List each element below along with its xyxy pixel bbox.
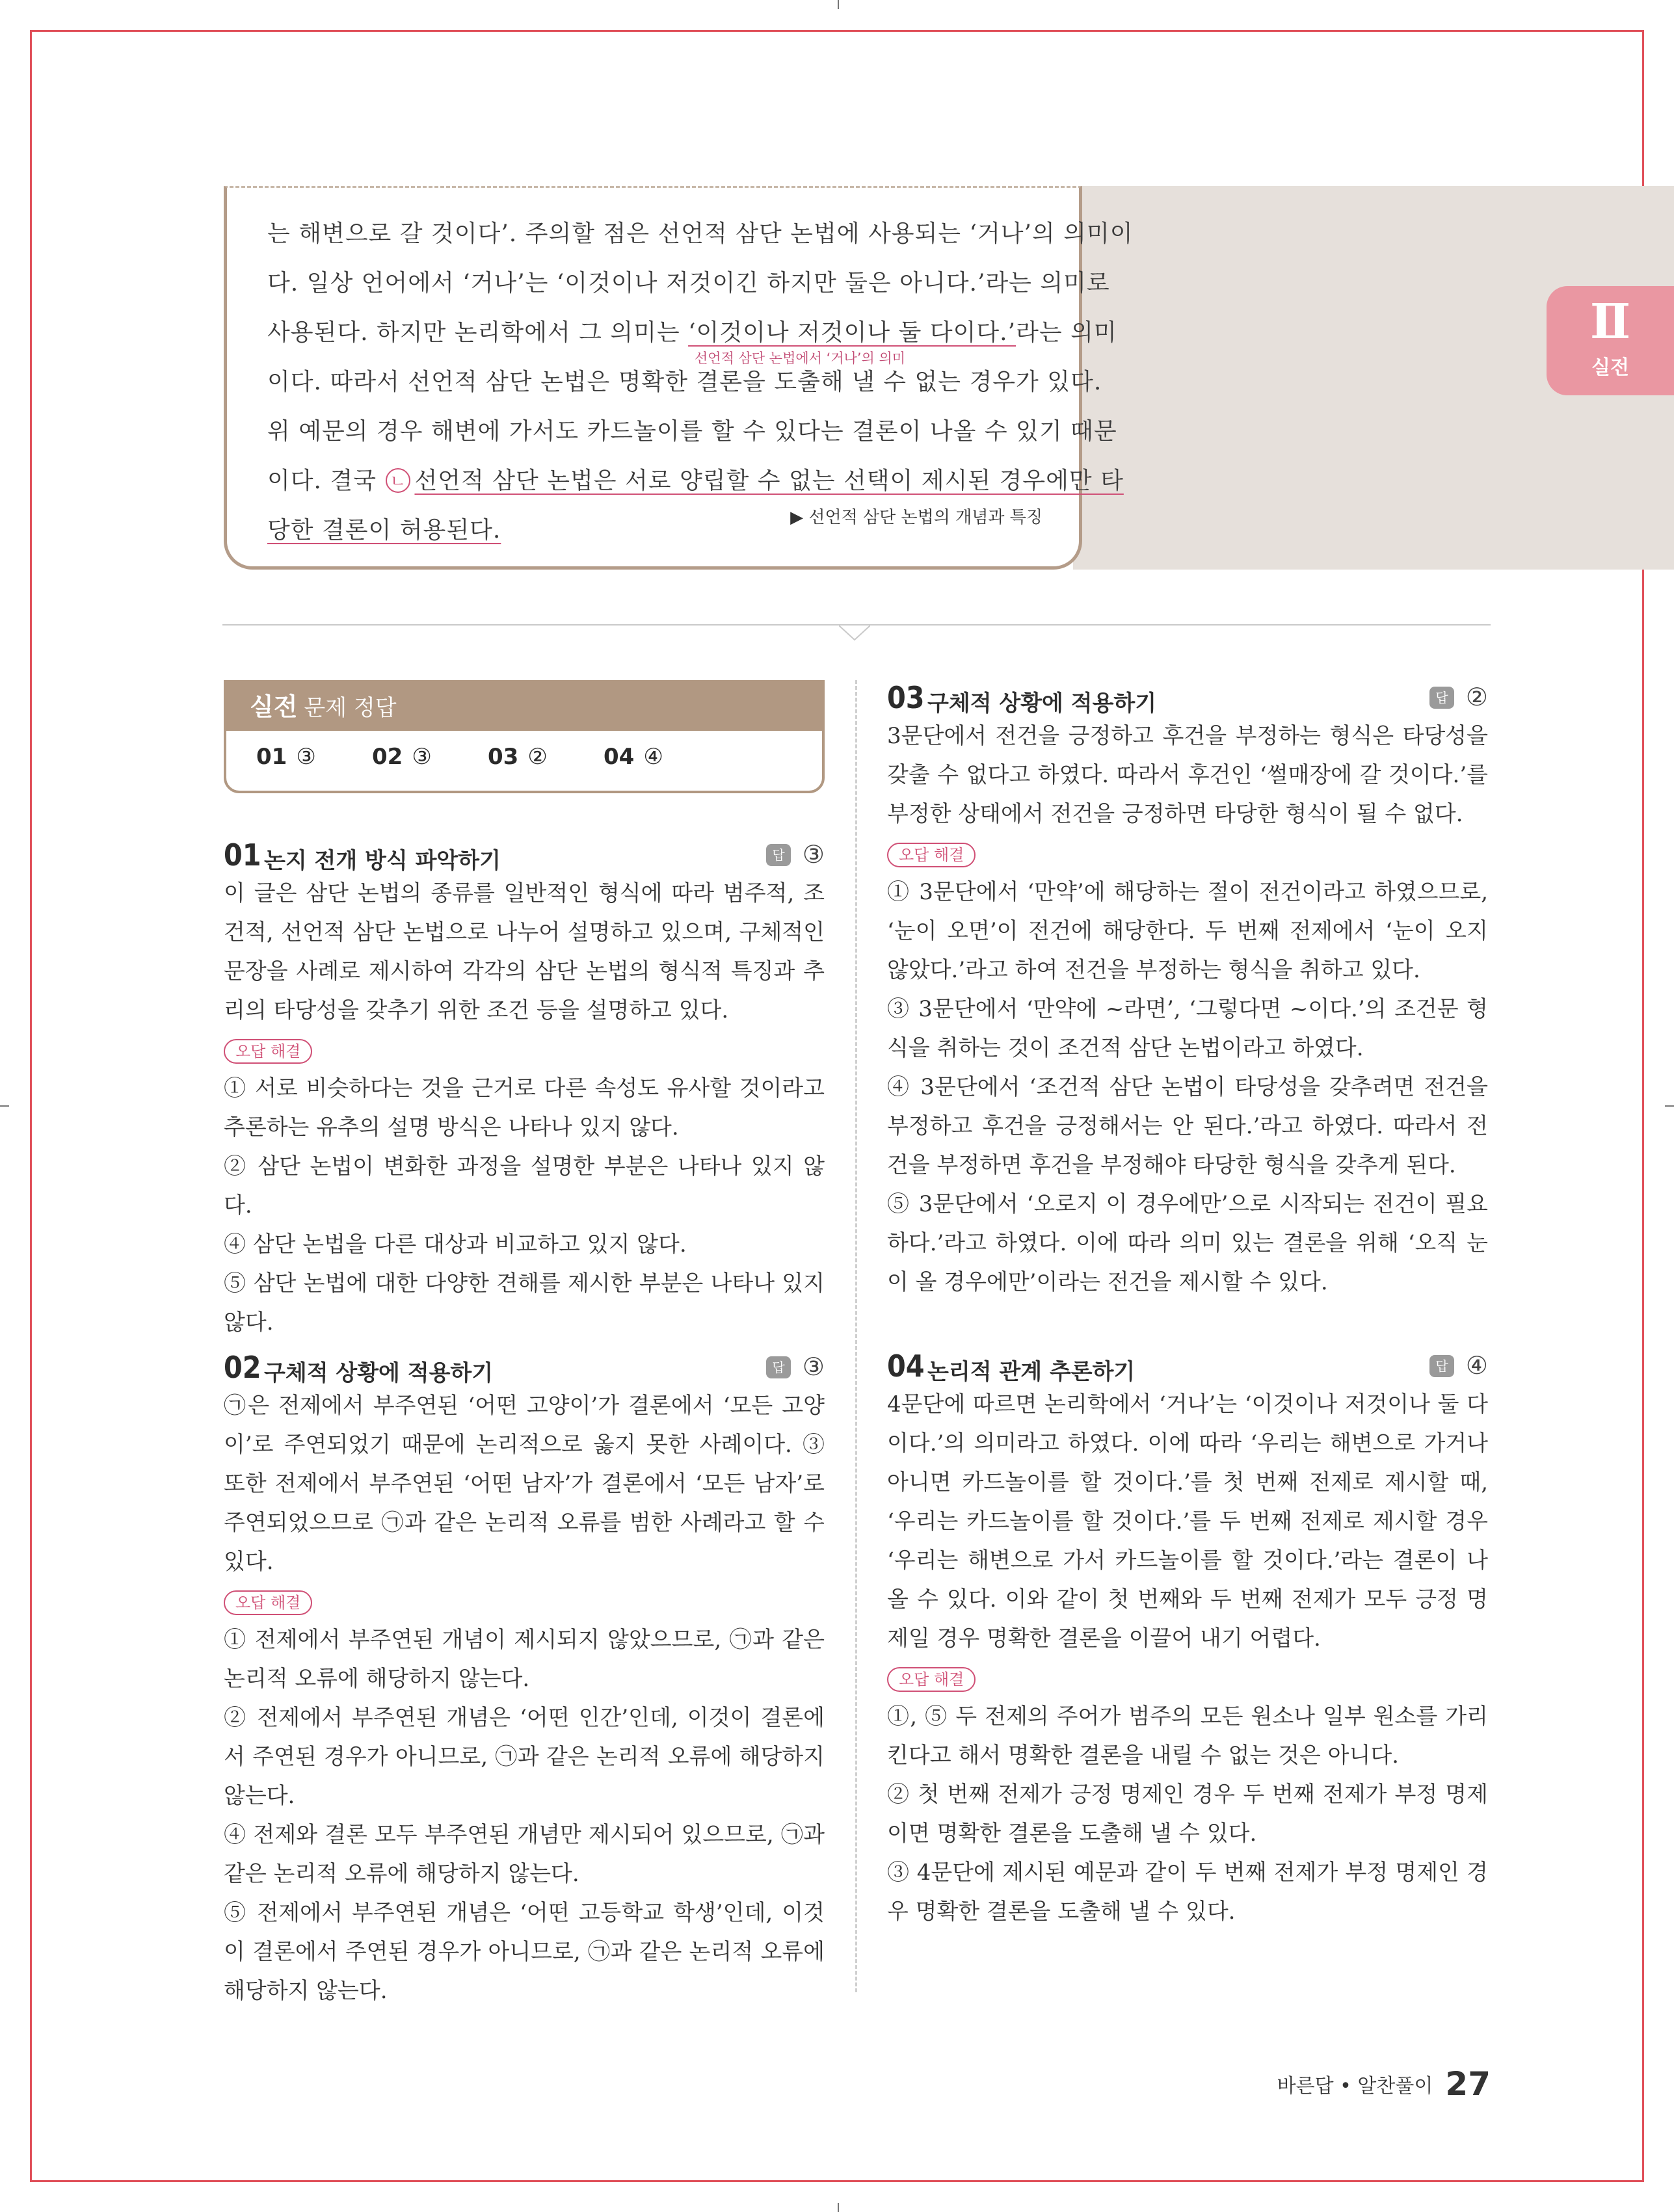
wrong-answer-note: ③ 4문단에 제시된 예문과 같이 두 번째 전제가 부정 명제인 경우 명확한 결론을 도출해 낼 수 있다. [887, 1860, 1488, 1925]
column-separator [855, 680, 857, 1992]
section-answer: ④ [1465, 1351, 1488, 1380]
footer-label: 바른답 • 알찬풀이 [1277, 2075, 1433, 2098]
wrong-answer-note: ⑤ 전제에서 부주연된 개념은 ‘어떤 고등학교 학생’인데, 이것이 결론에서 주연된 경우가 아니므로, ㉠과 같은 논리적 오류에 해당하지 않는다. [224, 1900, 825, 2004]
underlined-phrase: 당한 결론이 허용된다. [267, 517, 501, 544]
answer-list [226, 731, 822, 770]
answer-box-header: 실전 문제 정답 [226, 683, 822, 731]
section-body [224, 1386, 825, 2010]
passage-line [267, 514, 501, 547]
crop-mark [838, 2203, 839, 2212]
answer-badge-icon: 답 [1429, 687, 1454, 709]
wrong-answer-note: ③ 3문단에서 ‘만약에 ~라면’, ‘그렇다면 ~이다.’의 조건문 형식을 취하는 것이 조건적 삼단 논법이라고 하였다. [887, 996, 1488, 1061]
answer-badge-icon: 답 [1429, 1355, 1454, 1377]
section-header [224, 1347, 825, 1386]
explanation-text: ㉠은 전제에서 부주연된 ‘어떤 고양이’가 결론에서 ‘모든 고양이’로 주연되었기 때문에 논리적으로 옳지 못한 사례이다. ③ 또한 전제에서 부주연된 ‘어떤 남자’가 결론에서 ‘모든 남자’로 주연되었으므로 ㉠과 같은 논리적 오류를 범한 사례라고 할 수 있다. [224, 1393, 825, 1575]
section-body [887, 1385, 1488, 1931]
answer-item: 01 ③ [256, 744, 316, 770]
section-header [887, 1346, 1488, 1385]
wrong-answer-label: 오답 해결 [887, 1667, 976, 1692]
section-04 [887, 1346, 1488, 1931]
explanation-text: 이 글은 삼단 논법의 종류를 일반적인 형식에 따라 범주적, 조건적, 선언적 삼단 논법으로 나누어 설명하고 있으며, 구체적인 문장을 사례로 제시하여 각각의 삼단 논법의 형식적 특징과 추리의 타당성을 갖추기 위한 조건 등을 설명하고 있다. [224, 880, 825, 1023]
answer-badge-icon: 답 [766, 844, 791, 866]
wrong-answer-note: ① 서로 비슷하다는 것을 근거로 다른 속성도 유사할 것이라고 추론하는 유추의 설명 방식은 나타나 있지 않다. [224, 1075, 825, 1140]
page-footer [1277, 2065, 1491, 2103]
answer-item: 02 ③ [372, 744, 432, 770]
answer-item: 03 ② [488, 744, 548, 770]
section-answer: ② [1465, 683, 1488, 711]
wrong-answer-label: 오답 해결 [224, 1590, 312, 1615]
section-title: 구체적 상황에 적용하기 [927, 691, 1157, 717]
section-title: 논리적 관계 추론하기 [927, 1359, 1136, 1385]
section-answer: ③ [802, 1352, 825, 1381]
section-number: 03 [887, 680, 925, 715]
wrong-answer-note: ④ 삼단 논법을 다른 대상과 비교하고 있지 않다. [224, 1231, 687, 1257]
passage-line: 는 해변으로 갈 것이다’. 주의할 점은 선언적 삼단 논법에 사용되는 ‘거나’의 의미이 [267, 220, 1134, 247]
passage-line: 위 예문의 경우 해변에 가서도 카드놀이를 할 수 있다는 결론이 나올 수 있기 때문 [267, 418, 1117, 445]
crop-mark [838, 0, 839, 9]
explanation-text: 4문단에 따르면 논리학에서 ‘거나’는 ‘이것이나 저것이나 둘 다이다.’의 의미라고 하였다. 이에 따라 ‘우리는 해변으로 가거나 아니면 카드놀이를 할 것이다.’를 첫 번째 전제로 제시할 때, ‘우리는 카드놀이를 할 것이다.’를 두 번째 전제로 제시할 경우 ‘우리는 해변으로 가서 카드놀이를 할 것이다.’라는 결론이 나올 수 있다. 이와 같이 첫 번째와 두 번째 전제가 모두 긍정 명제일 경우 명확한 결론을 이끌어 내기 어렵다. [887, 1391, 1488, 1652]
wrong-answer-note: ② 첫 번째 전제가 긍정 명제인 경우 두 번째 전제가 부정 명제이면 명확한 결론을 도출해 낼 수 있다. [887, 1782, 1488, 1847]
page-number: 27 [1445, 2065, 1491, 2103]
wrong-answer-note: ② 전제에서 부주연된 개념은 ‘어떤 인간’인데, 이것이 결론에서 주연된 경우가 아니므로, ㉠과 같은 논리적 오류에 해당하지 않는다. [224, 1705, 825, 1809]
crop-mark [1665, 1105, 1674, 1107]
wrong-answer-note: ①, ⑤ 두 전제의 주어가 범주의 모든 원소나 일부 원소를 가리킨다고 해서 명확한 결론을 내릴 수 없는 것은 아니다. [887, 1704, 1488, 1769]
chapter-label: 실전 [1591, 356, 1629, 379]
wrong-answer-label: 오답 해결 [224, 1039, 312, 1064]
section-title: 논지 전개 방식 파악하기 [264, 848, 501, 874]
section-number: 01 [224, 837, 261, 873]
passage-topic-tag: ▶ 선언적 삼단 논법의 개념과 특징 [790, 508, 1043, 527]
chapter-numeral: Ⅱ [1589, 294, 1631, 350]
section-02 [224, 1347, 825, 2010]
wrong-answer-note: ① 3문단에서 ‘만약’에 해당하는 절이 전건이라고 하였으므로, ‘눈이 오면’이 전건에 해당한다. 두 번째 전제에서 ‘눈이 오지 않았다.’라고 하여 전건을 부정하는 형식을 취하고 있다. [887, 879, 1488, 983]
wrong-answer-note: ④ 전제와 결론 모두 부주연된 개념만 제시되어 있으므로, ㉠과 같은 논리적 오류에 해당하지 않는다. [224, 1822, 825, 1887]
section-03 [887, 678, 1488, 1302]
section-01 [224, 835, 825, 1342]
underlined-phrase: ‘이것이나 저것이나 둘 다이다.’ [688, 319, 1016, 346]
section-body [224, 874, 825, 1342]
section-body [887, 717, 1488, 1302]
section-number: 02 [224, 1350, 261, 1385]
crop-mark [0, 1105, 9, 1107]
section-header [224, 835, 825, 874]
wrong-answer-note: ② 삼단 논법이 변화한 과정을 설명한 부분은 나타나 있지 않다. [224, 1153, 825, 1218]
chapter-tab[interactable] [1547, 286, 1674, 395]
wrong-answer-note: ① 전제에서 부주연된 개념이 제시되지 않았으므로, ㉠과 같은 논리적 오류에 해당하지 않는다. [224, 1627, 825, 1692]
wrong-answer-label: 오답 해결 [887, 843, 976, 867]
answer-item: 04 ④ [604, 744, 663, 770]
circle-mark: ㄴ [386, 468, 410, 493]
wrong-answer-note: ④ 3문단에서 ‘조건적 삼단 논법이 타당성을 갖추려면 전건을 부정하고 후건을 긍정해서는 안 된다.’라고 하였다. 따라서 전건을 부정하면 후건을 부정해야 타당한 형식을 갖추게 된다. [887, 1074, 1488, 1178]
underlined-phrase: 선언적 삼단 논법은 서로 양립할 수 없는 선택이 제시된 경우에만 타 [414, 467, 1124, 494]
section-title: 구체적 상황에 적용하기 [264, 1360, 494, 1386]
passage-box [224, 186, 1134, 570]
section-number: 04 [887, 1349, 925, 1384]
wrong-answer-note: ⑤ 3문단에서 ‘오로지 이 경우에만’으로 시작되는 전건이 필요하다.’라고 하였다. 이에 따라 의미 있는 결론을 위해 ‘오직 눈이 올 경우에만’이라는 전건을 제시할 수 있다. [887, 1191, 1488, 1295]
passage-line: 사용된다. 하지만 논리학에서 그 의미는 ‘이것이나 저것이나 둘 다이다.’라는 의미 [267, 319, 1117, 346]
answer-badge-icon: 답 [766, 1356, 791, 1378]
answer-summary-box [224, 680, 825, 793]
section-header [887, 678, 1488, 717]
passage-line: 이다. 따라서 선언적 삼단 논법은 명확한 결론을 도출해 낼 수 없는 경우가 있다. [267, 369, 1102, 395]
explanation-text: 3문단에서 전건을 긍정하고 후건을 부정하는 형식은 타당성을 갖출 수 없다고 하였다. 따라서 후건인 ‘썰매장에 갈 것이다.’를 부정한 상태에서 전건을 긍정하면 타당한 형식이 될 수 없다. [887, 723, 1488, 827]
passage-line: 이다. 결국 ㄴ 선언적 삼단 논법은 서로 양립할 수 없는 선택이 제시된 경우에만 타 [267, 467, 1124, 494]
divider-notch [839, 625, 870, 641]
section-answer: ③ [802, 840, 825, 869]
gloss-note: 선언적 삼단 논법에서 ‘거나’의 의미 [695, 350, 906, 366]
passage-line: 다. 일상 언어에서 ‘거나’는 ‘이것이나 저것이긴 하지만 둘은 아니다.’라는 의미로 [267, 270, 1110, 296]
wrong-answer-note: ⑤ 삼단 논법에 대한 다양한 견해를 제시한 부분은 나타나 있지 않다. [224, 1271, 825, 1336]
